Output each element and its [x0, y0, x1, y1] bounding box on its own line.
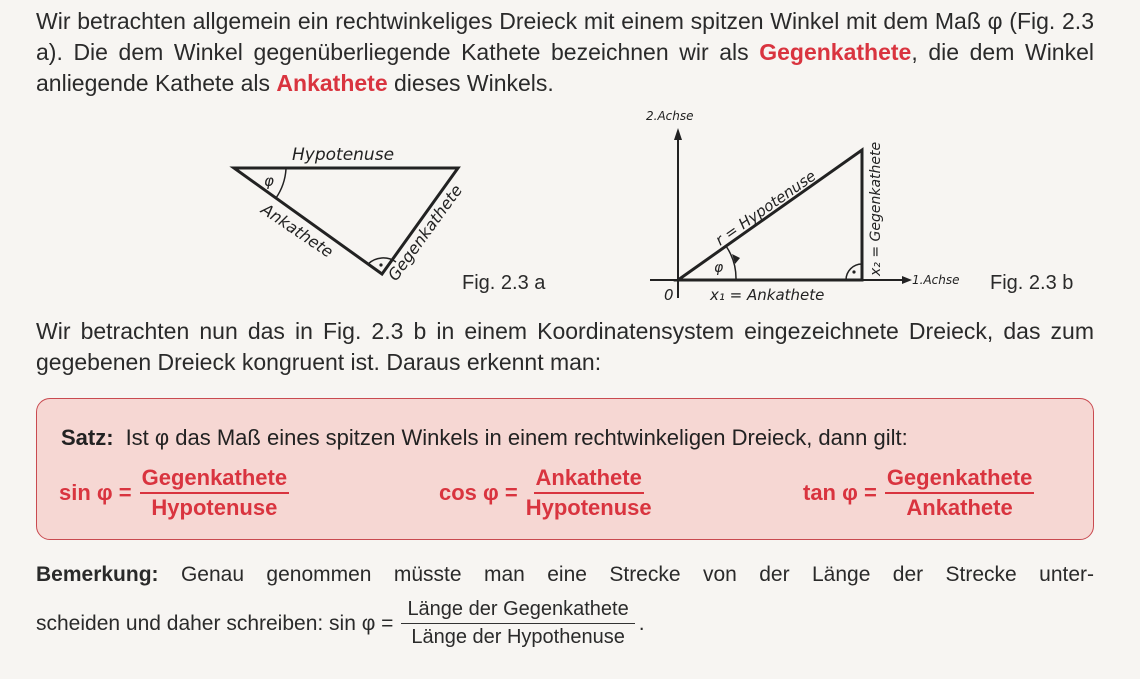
label-gegenkathete-b: x₂ = Gegenkathete [868, 141, 884, 276]
tan-denominator: Ankathete [906, 495, 1013, 520]
remark-period: . [638, 611, 645, 635]
angle-arc-b [726, 246, 736, 280]
origin-label: 0 [664, 286, 674, 304]
cos-fraction [526, 465, 652, 521]
axis2-label: 2.Achse [646, 109, 694, 123]
sin-lhs: sin φ = [59, 480, 132, 505]
angle-phi-a: φ [264, 172, 274, 190]
paragraph-2: Wir betrachten nun das in Fig. 2.3 b in einem Koordinatensystem eingezeichnete Dreieck, das zum gegebenen Dreieck kongruent ist. Daraus erkennt man: [36, 318, 1094, 375]
label-gegenkathete-a: Gegenkathete [383, 181, 467, 285]
label-hypotenuse-a: Hypotenuse [292, 145, 395, 165]
axis1-arrow [902, 276, 912, 284]
theorem-statement [61, 425, 908, 451]
term-ankathete: Ankathete [276, 70, 388, 96]
remark-line-2 [36, 598, 645, 649]
remark-fraction [401, 598, 634, 649]
sin-numerator: Gegenkathete [140, 465, 290, 494]
term-gegenkathete: Gegenkathete [759, 39, 912, 65]
intro-paragraph [36, 6, 1094, 99]
intro-text-3: dieses Winkels. [387, 70, 554, 96]
figure-2-3a [220, 140, 480, 290]
remark-text-1: Genau genommen müsste man eine Strecke von der Länge der Strecke unter- [180, 563, 1095, 586]
remark-numerator: Länge der Gegenkathete [401, 598, 634, 624]
cos-numerator: Ankathete [534, 465, 644, 494]
angle-arc-a [276, 169, 286, 198]
theorem-label: Satz: [61, 425, 114, 450]
tan-fraction [885, 465, 1035, 521]
label-ankathete-a: Ankathete [257, 199, 337, 262]
cos-denominator: Hypotenuse [525, 495, 652, 520]
tan-lhs: tan φ = [803, 480, 877, 505]
figure-2-3b [640, 106, 970, 306]
theorem-text: Ist φ das Maß eines spitzen Winkels in einem rechtwinkeligen Dreieck, dann gilt: [125, 425, 908, 450]
axis1-label: 1.Achse [912, 273, 960, 287]
caption-fig-a: Fig. 2.3 a [462, 272, 546, 294]
sin-fraction [140, 465, 290, 521]
remark-line-1 [36, 560, 1094, 590]
intro-text-2: , die dem Winkel anliegende Kathete als [36, 39, 1094, 96]
label-hypotenuse-b: r = Hypotenuse [711, 166, 820, 250]
caption-fig-b: Fig. 2.3 b [990, 272, 1074, 294]
remark-text-2: scheiden und daher schreiben: sin φ = [36, 611, 394, 635]
remark-label: Bemerkung: [36, 563, 159, 586]
formula-tan [803, 465, 1034, 521]
right-angle-dot-a [379, 263, 382, 266]
remark-denominator: Länge der Hypothenuse [411, 626, 625, 648]
cos-lhs: cos φ = [439, 480, 518, 505]
intro-text-1: Wir betrachten allgemein ein rechtwinkeliges Dreieck mit einem spitzen Winkel mit dem Maß φ (Fig. 2.3 a). Die dem Winkel gegenüberliegende Kathete bezeichnen wir als [36, 8, 1094, 65]
formula-sin [59, 465, 289, 521]
angle-phi-b: φ [714, 260, 724, 276]
theorem-box [36, 398, 1094, 540]
sin-denominator: Hypotenuse [151, 495, 278, 520]
formula-cos [439, 465, 652, 521]
tan-numerator: Gegenkathete [885, 465, 1035, 494]
axis2-arrow [674, 128, 682, 140]
right-angle-dot-b [852, 270, 855, 273]
label-ankathete-b: x₁ = Ankathete [710, 286, 825, 304]
